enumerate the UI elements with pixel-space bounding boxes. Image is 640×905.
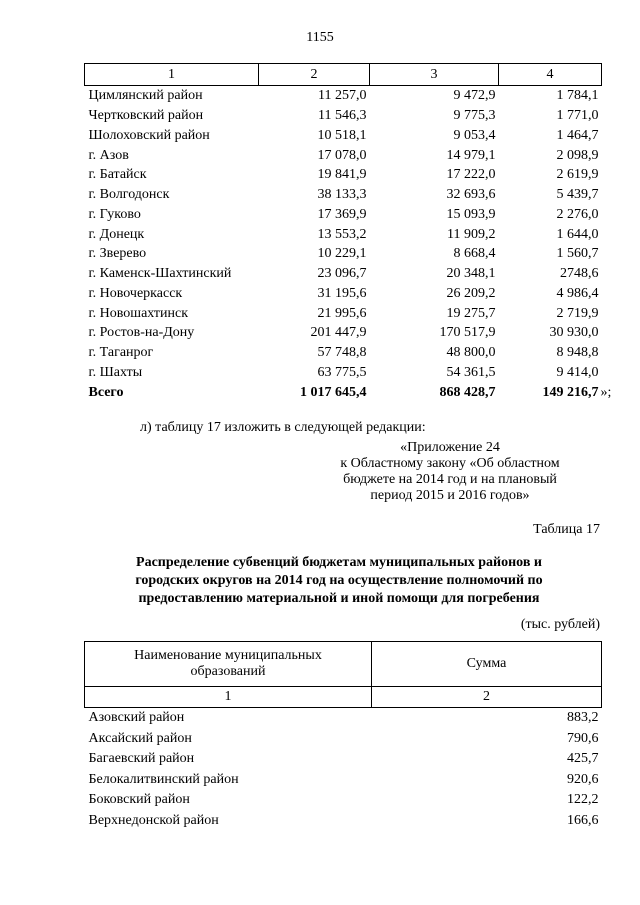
title-line-1: Распределение субвенций бюджетам муниципальных районов и <box>136 555 542 570</box>
municipality-name: г. Шахты <box>88 364 143 380</box>
value-col3: 9 472,9 <box>453 88 496 104</box>
municipality-name: Аксайский район <box>88 730 192 746</box>
value-col2: 11 546,3 <box>318 108 367 124</box>
column-number-3: 3 <box>370 64 499 86</box>
value-col4: 30 930,0 <box>549 325 599 341</box>
municipality-name: г. Азов <box>88 147 129 163</box>
value-col2: 57 748,8 <box>317 345 367 361</box>
page-number: 1155 <box>306 30 334 45</box>
municipality-name: г. Батайск <box>88 167 147 183</box>
value-col2: 13 553,2 <box>317 226 367 242</box>
header-municipality <box>85 642 372 687</box>
value-col4: 2 619,9 <box>556 167 599 183</box>
municipality-name: Верхнедонской район <box>88 812 219 828</box>
table-row <box>85 126 602 146</box>
value-col3: 11 909,2 <box>447 226 496 242</box>
subsidy-sum: 920,6 <box>567 771 599 787</box>
total-col4-value: 149 216,7 <box>542 384 599 400</box>
value-col2: 10 229,1 <box>317 246 367 262</box>
value-col3: 54 361,5 <box>446 364 496 380</box>
value-col3: 17 222,0 <box>446 167 496 183</box>
table-row <box>85 729 602 750</box>
subsidy-sum: 166,6 <box>567 812 599 828</box>
value-col4: 9 414,0 <box>556 364 599 380</box>
value-col3: 26 209,2 <box>446 285 496 301</box>
table-row <box>85 185 602 205</box>
value-col3: 48 800,0 <box>446 345 496 361</box>
table-row <box>85 86 602 106</box>
table-row <box>85 145 602 165</box>
value-col2: 201 447,9 <box>310 325 367 341</box>
table-row <box>85 363 602 383</box>
value-col2: 17 369,9 <box>317 206 367 222</box>
value-col2: 31 195,6 <box>317 285 367 301</box>
municipality-name: г. Каменск-Шахтинский <box>88 266 232 282</box>
value-col4: 2 276,0 <box>556 206 599 222</box>
value-col3: 15 093,9 <box>446 206 496 222</box>
table-row <box>85 106 602 126</box>
value-col4: 1 771,0 <box>556 108 599 124</box>
value-col3: 32 693,6 <box>446 187 496 203</box>
value-col4: 8 948,8 <box>556 345 599 361</box>
value-col2: 63 775,5 <box>317 364 367 380</box>
value-col3: 9 053,4 <box>453 127 496 143</box>
table-row <box>85 165 602 185</box>
value-col2: 17 078,0 <box>317 147 367 163</box>
total-col2: 1 017 645,4 <box>300 384 367 400</box>
value-col3: 14 979,1 <box>446 147 496 163</box>
table-row <box>85 708 602 729</box>
table-row <box>85 264 602 284</box>
table-row <box>85 244 602 264</box>
header-sum: Сумма <box>372 642 602 687</box>
municipality-name: г. Таганрог <box>88 345 154 361</box>
municipality-name: г. Волгодонск <box>88 187 170 203</box>
column-number-1: 1 <box>85 687 372 708</box>
municipality-name: г. Донецк <box>88 226 145 242</box>
value-col2: 38 133,3 <box>317 187 367 203</box>
column-numbers-row <box>85 687 602 708</box>
value-col2: 21 995,6 <box>317 305 367 321</box>
subsidy-sum: 425,7 <box>567 751 599 767</box>
value-col3: 170 517,9 <box>439 325 496 341</box>
table-row <box>85 770 602 791</box>
table-row <box>85 811 602 832</box>
value-col3: 19 275,7 <box>446 305 496 321</box>
column-number-2: 2 <box>372 687 602 708</box>
municipality-name: г. Новошахтинск <box>88 305 189 321</box>
table-header-row <box>85 64 602 86</box>
table-row <box>85 303 602 323</box>
municipality-name: Чертковский район <box>88 108 204 124</box>
header-municipality-line-2: образований <box>190 664 266 679</box>
table-title <box>84 554 594 608</box>
value-col4: 1 464,7 <box>556 127 599 143</box>
value-col2: 11 257,0 <box>318 88 367 104</box>
value-col4: 1 560,7 <box>556 246 599 262</box>
subsidy-sum: 122,2 <box>567 792 599 808</box>
value-col4: 5 439,7 <box>556 187 599 203</box>
value-col4: 2 719,9 <box>556 305 599 321</box>
table-row <box>85 284 602 304</box>
table-row <box>85 790 602 811</box>
title-line-2: городских округов на 2014 год на осуществление полномочий по <box>135 573 543 588</box>
total-label: Всего <box>88 384 124 400</box>
table-row <box>85 323 602 343</box>
municipality-name: г. Гуково <box>88 206 141 222</box>
subsidy-sum: 790,6 <box>567 730 599 746</box>
municipality-name: г. Новочеркасск <box>88 285 183 301</box>
appendix-line-4: период 2015 и 2016 годов» <box>370 488 530 503</box>
table-row <box>85 343 602 363</box>
table-number: Таблица 17 <box>533 522 600 537</box>
table-row <box>85 749 602 770</box>
appendix-line-2: к Областному закону «Об областном <box>340 456 560 471</box>
municipality-name: Азовский район <box>88 710 185 726</box>
value-col2: 19 841,9 <box>317 167 367 183</box>
table-row <box>85 205 602 225</box>
municipality-name: Багаевский район <box>88 751 195 767</box>
value-col4: 4 986,4 <box>556 285 599 301</box>
municipality-name: Белокалитвинский район <box>88 771 239 787</box>
value-col4: 1 784,1 <box>556 88 599 104</box>
value-col2: 23 096,7 <box>317 266 367 282</box>
municipality-name: г. Зверево <box>88 246 147 262</box>
value-col3: 9 775,3 <box>453 108 496 124</box>
value-col2: 10 518,1 <box>317 127 367 143</box>
header-municipality-line-1: Наименование муниципальных <box>134 648 322 663</box>
value-col3: 20 348,1 <box>446 266 496 282</box>
table-header-row <box>85 642 602 687</box>
total-col3: 868 428,7 <box>439 384 496 400</box>
total-col4 <box>499 382 612 402</box>
column-number-4: 4 <box>499 64 602 86</box>
appendix-line-1: «Приложение 24 <box>400 440 500 455</box>
district-subsidies-table <box>84 63 612 402</box>
column-number-2: 2 <box>259 64 370 86</box>
units-label: (тыс. рублей) <box>520 617 600 632</box>
table-body <box>85 86 602 383</box>
value-col4: 1 644,0 <box>556 226 599 242</box>
closing-quote: »; <box>600 384 612 400</box>
table-body <box>85 708 602 832</box>
total-row <box>85 382 602 402</box>
column-number-1: 1 <box>85 64 259 86</box>
municipality-name: Шолоховский район <box>88 127 210 143</box>
value-col4: 2 098,9 <box>556 147 599 163</box>
title-line-3: предоставлению материальной и иной помощи для погребения <box>138 591 540 606</box>
subsidy-sum: 883,2 <box>567 710 599 726</box>
appendix-reference <box>300 440 600 504</box>
municipality-name: Боковский район <box>88 792 190 808</box>
appendix-line-3: бюджете на 2014 год и на плановый <box>343 472 557 487</box>
amendment-paragraph: л) таблицу 17 изложить в следующей редакции: <box>140 420 426 435</box>
municipality-name: г. Ростов-на-Дону <box>88 325 195 341</box>
burial-subsidies-table <box>84 641 602 831</box>
value-col3: 8 668,4 <box>453 246 496 262</box>
value-col4: 2748,6 <box>560 266 599 282</box>
table-row <box>85 224 602 244</box>
municipality-name: Цимлянский район <box>88 88 203 104</box>
